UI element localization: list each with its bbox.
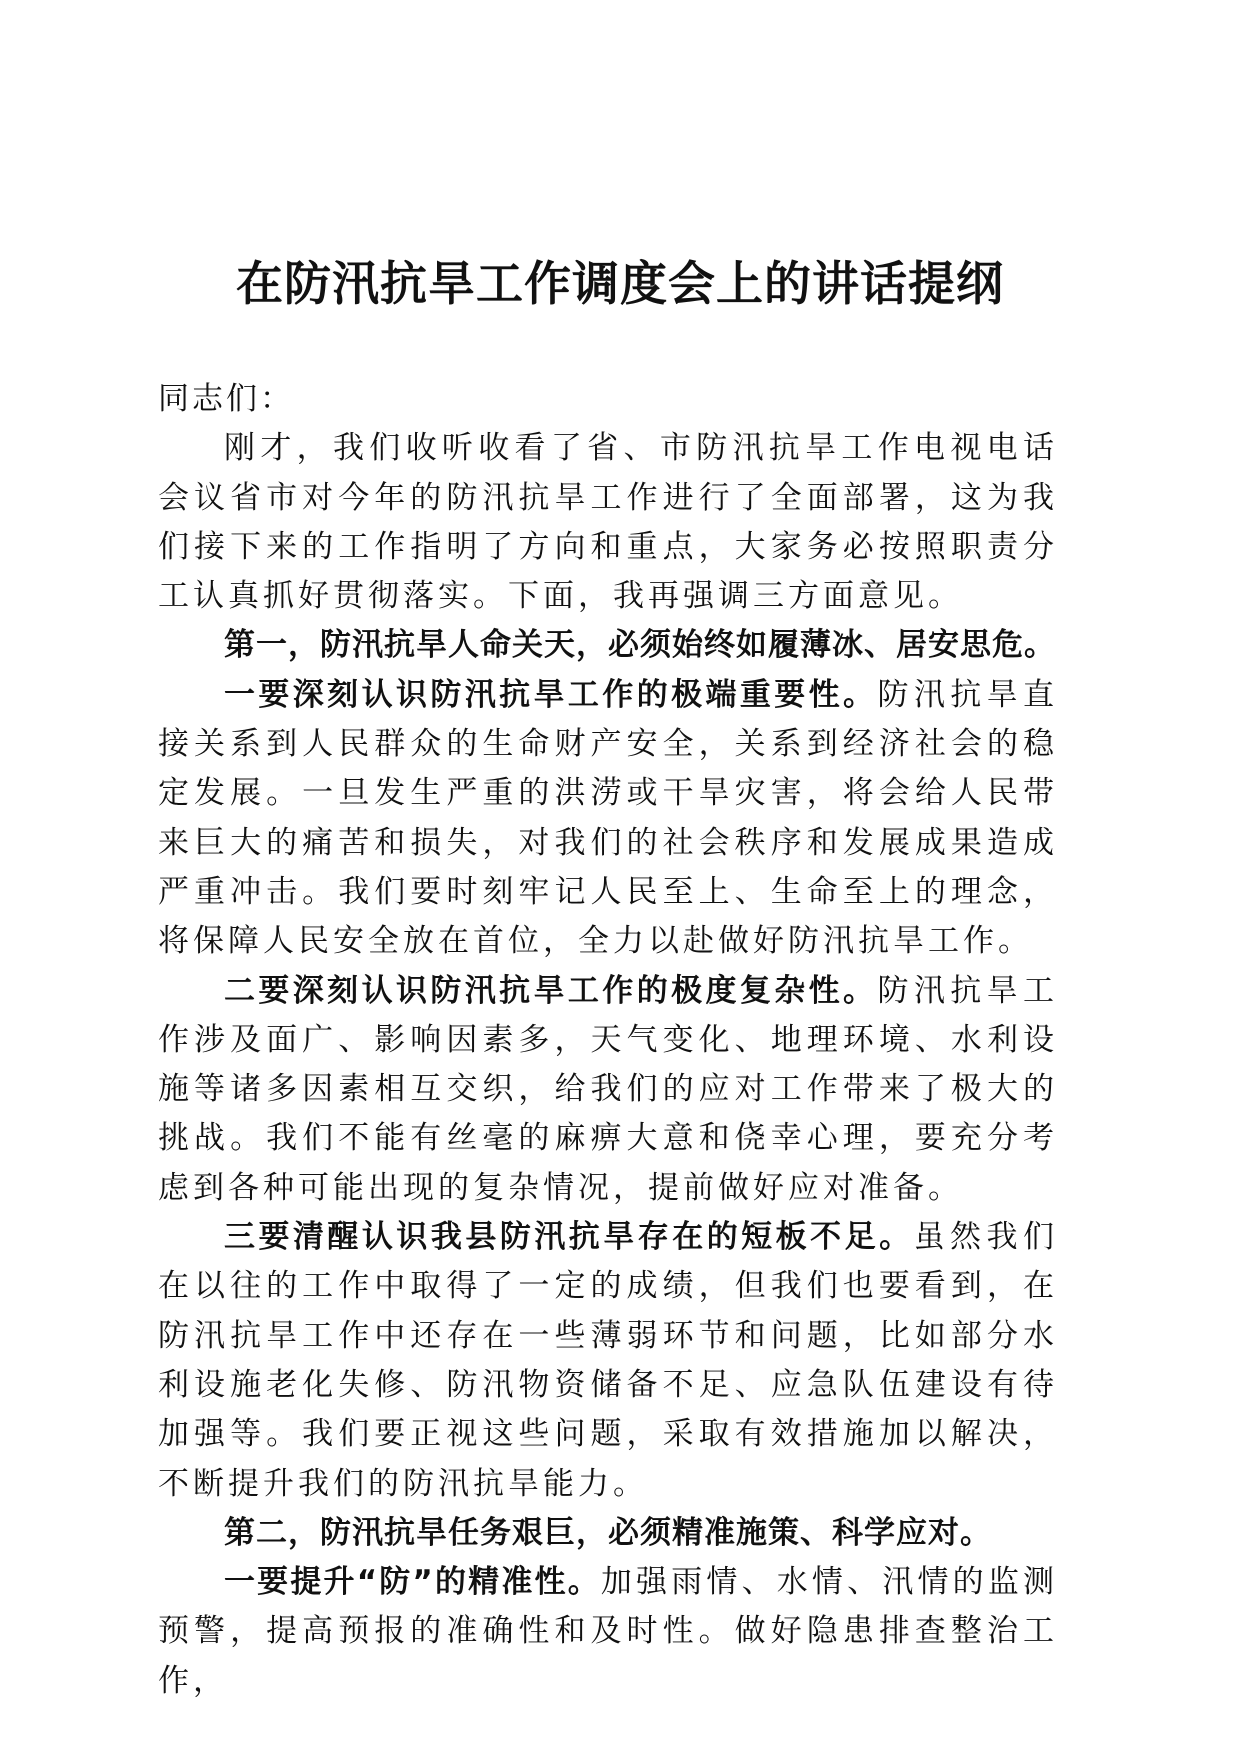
paragraph-lead: 二要深刻认识防汛抗旱工作的极度复杂性。 [224, 972, 878, 1009]
greeting: 同志们： [158, 381, 294, 417]
paragraph-text: 防汛抗旱直接关系到人民群众的生命财产安全，关系到经济社会的稳定发展。一旦发生严重的洪涝或干旱灾害，将会给人民带来巨大的痛苦和损失，对我们的社会秩序和发展成果造成严重冲击。我们要时刻牢记人民至上、生命至上的理念，将保障人民安全放在首位，全力以赴做好防汛抗旱工作。 [158, 676, 1059, 960]
paragraph-text: 防汛抗旱工作涉及面广、影响因素多，天气变化、地理环境、水利设施等诸多因素相互交织，给我们的应对工作带来了极大的挑战。我们不能有丝毫的麻痹大意和侥幸心理，要充分考虑到各种可能出现的复杂情况，提前做好应对准备。 [158, 972, 1059, 1206]
paragraph [158, 1558, 1058, 1706]
section-heading-1: 第一，防汛抗旱人命关天，必须始终如履薄冰、居安思危。 [224, 627, 1056, 664]
document-body [158, 375, 1058, 1706]
paragraph-lead: 一要深刻认识防汛抗旱工作的极端重要性。 [224, 676, 878, 713]
intro-paragraph: 刚才，我们收听收看了省、市防汛抗旱工作电视电话会议省市对今年的防汛抗旱工作进行了全面部署，这为我们接下来的工作指明了方向和重点，大家务必按照职责分工认真抓好贯彻落实。下面，我再强调三方面意见。 [158, 430, 1058, 615]
paragraph-text: 虽然我们在以往的工作中取得了一定的成绩，但我们也要看到，在防汛抗旱工作中还存在一些薄弱环节和问题，比如部分水利设施老化失修、防汛物资储备不足、应急队伍建设有待加强等。我们要正视这些问题，采取有效措施加以解决，不断提升我们的防汛抗旱能力。 [158, 1219, 1059, 1502]
document-title: 在防汛抗旱工作调度会上的讲话提纲 [236, 257, 1004, 312]
paragraph [158, 1213, 1058, 1509]
paragraph [158, 967, 1058, 1213]
paragraph [158, 671, 1058, 967]
paragraph-lead: 三要清醒认识我县防汛抗旱存在的短板不足。 [224, 1219, 914, 1256]
section-heading-2: 第二，防汛抗旱任务艰巨，必须精准施策、科学应对。 [224, 1514, 992, 1551]
paragraph-lead: 一要提升“防”的精准性。 [224, 1564, 601, 1601]
paragraph-text: 加强雨情、水情、汛情的监测预警，提高预报的准确性和及时性。做好隐患排查整治工作， [158, 1564, 1058, 1699]
